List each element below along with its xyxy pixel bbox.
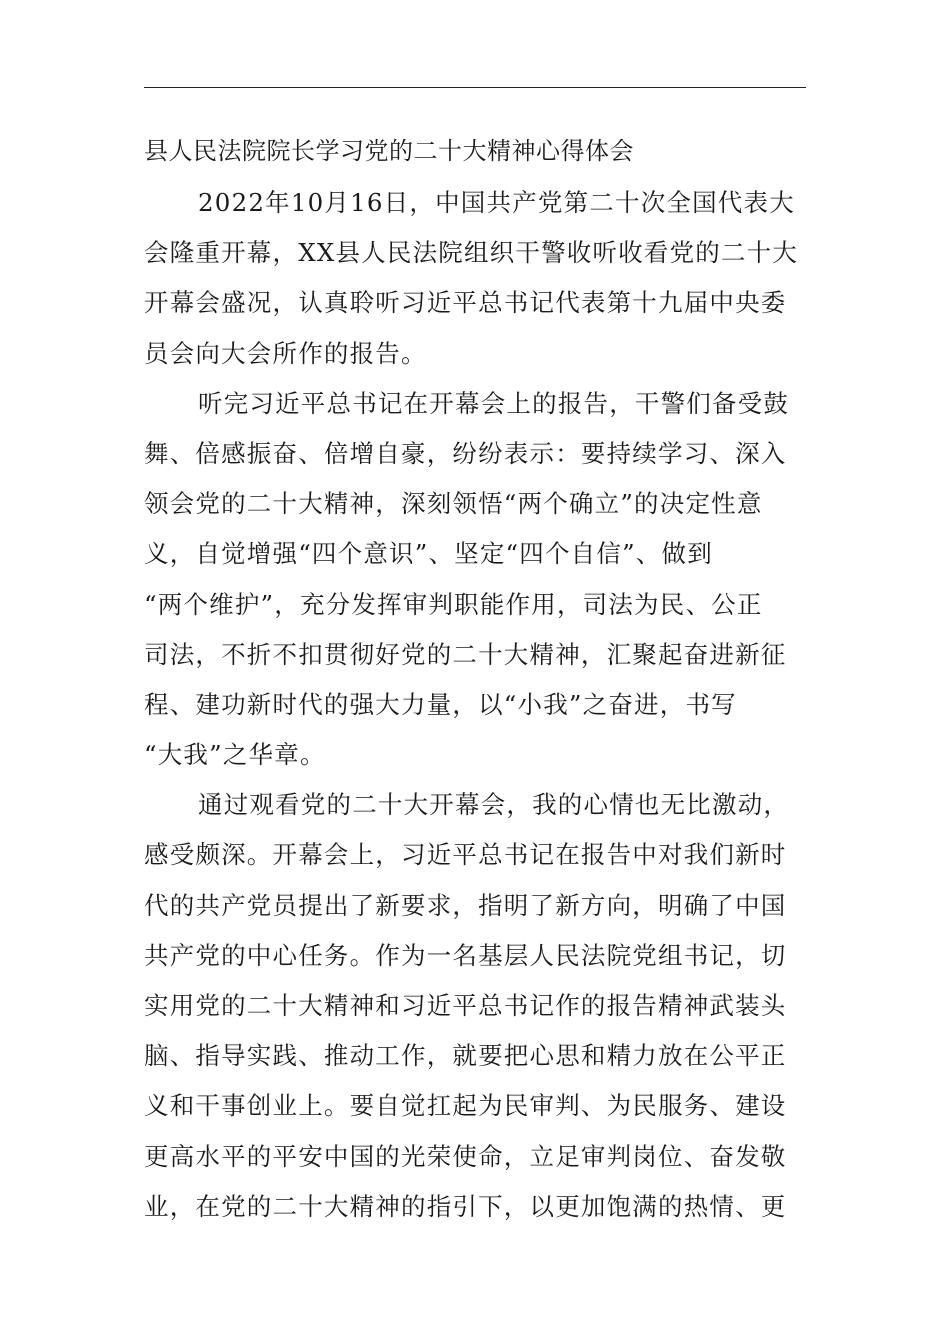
- text-line: 脑、指导实践、推动工作，就要把心思和精力放在公平正: [144, 1041, 787, 1071]
- document-body: [144, 178, 799, 1232]
- header-rule: [144, 87, 806, 88]
- text-line: 会隆重开幕，XX县人民法院组织干警收听收看党的二十大: [144, 238, 799, 268]
- text-line: 代的共产党员提出了新要求，指明了新方向，明确了中国: [144, 890, 787, 920]
- text-line: 共产党的中心任务。作为一名基层人民法院党组书记，切: [144, 940, 787, 970]
- text-line: “大我”之华章。: [144, 740, 326, 770]
- text-line: 领会党的二十大精神，深刻领悟“两个确立”的决定性意: [144, 489, 763, 519]
- text-line: 司法，不折不扣贯彻好党的二十大精神，汇聚起奋进新征: [144, 639, 787, 669]
- text-line: 开幕会盛况，认真聆听习近平总书记代表第十九届中央委: [144, 288, 787, 318]
- document-title: 县人民法院院长学习党的二十大精神心得体会: [144, 137, 634, 165]
- text-line: 业，在党的二十大精神的指引下，以更加饱满的热情、更: [144, 1191, 787, 1221]
- text-line: 感受颇深。开幕会上，习近平总书记在报告中对我们新时: [144, 840, 787, 870]
- text-line: 听完习近平总书记在开幕会上的报告，干警们备受鼓: [198, 388, 790, 418]
- text-line: 实用党的二十大精神和习近平总书记作的报告精神武装头: [144, 991, 787, 1020]
- paragraph-2: [144, 379, 790, 781]
- text-line: “两个维护”，充分发挥审判职能作用，司法为民、公正: [144, 589, 763, 619]
- text-line: 义，自觉增强“四个意识”、坚定“四个自信”、做到: [144, 539, 713, 569]
- text-line: 2022年10月16日，中国共产党第二十次全国代表大: [198, 188, 795, 217]
- paragraph-1: [144, 178, 799, 379]
- text-line: 更高水平的平安中国的光荣使命，立足审判岗位、奋发敬: [144, 1141, 787, 1171]
- text-line: 舞、倍感振奋、倍增自豪，纷纷表示：要持续学习、深入: [144, 438, 787, 468]
- text-line: 员会向大会所作的报告。: [144, 338, 427, 368]
- text-line: 义和干事创业上。要自觉扛起为民审判、为民服务、建设: [144, 1091, 787, 1121]
- paragraph-3: [144, 780, 790, 1232]
- text-line: 通过观看党的二十大开幕会，我的心情也无比激动，: [198, 790, 790, 820]
- text-line: 程、建功新时代的强大力量，以“小我”之奋进，书写: [144, 689, 737, 719]
